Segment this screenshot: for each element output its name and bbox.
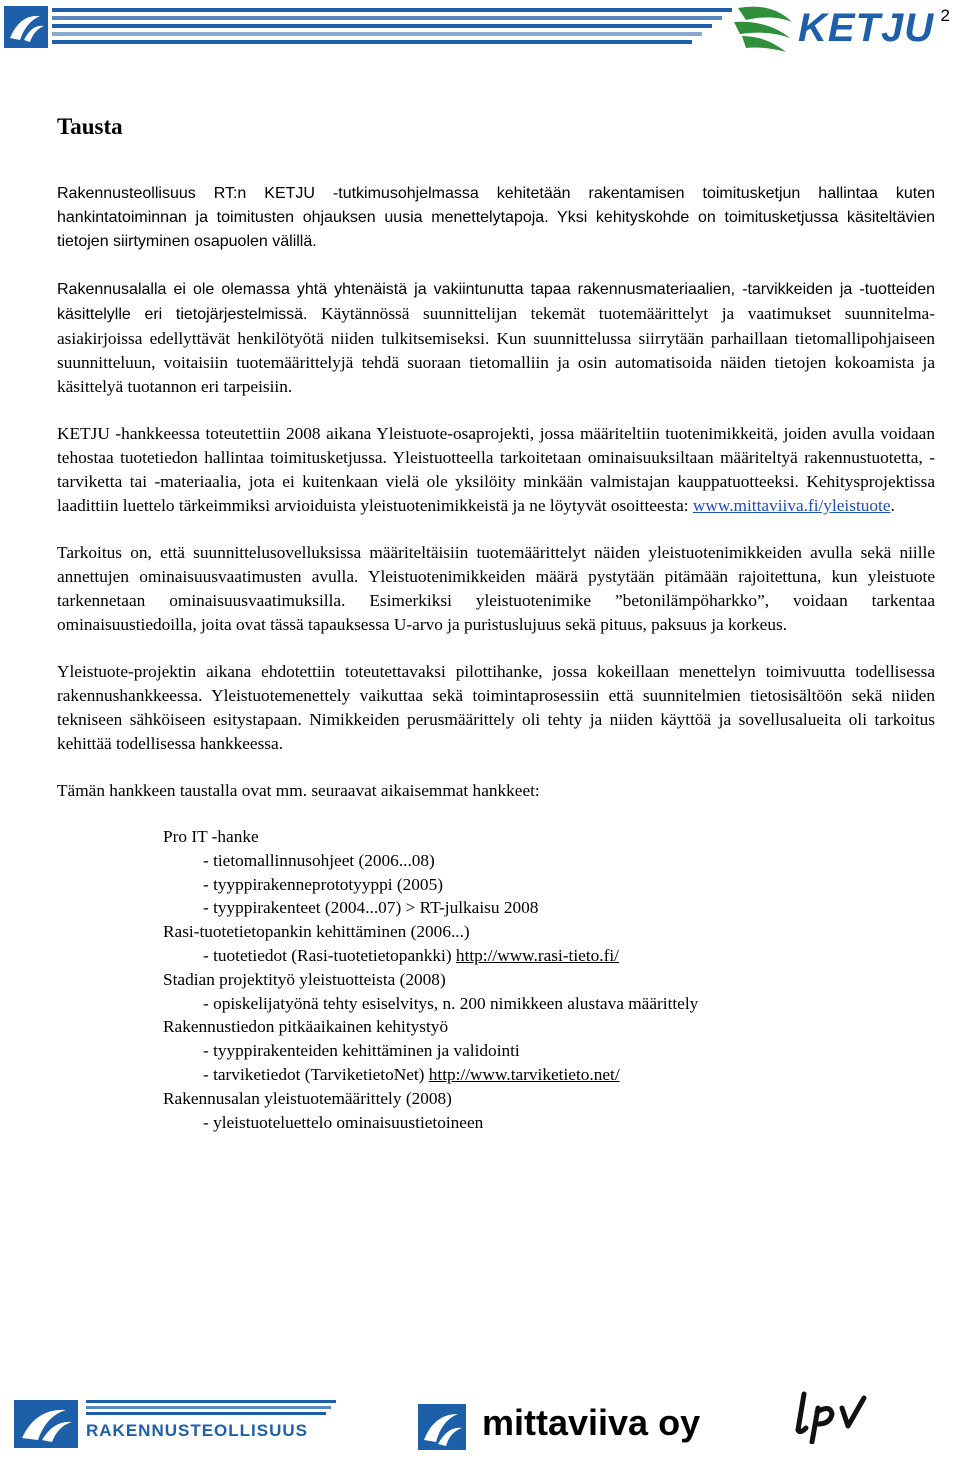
paragraph-ketju-text: KETJU -hankkeessa toteutettiin 2008 aikana Yleistuote-osaprojekti, jossa määriteltiin tuotenimikkeitä, joiden avulla voidaan tehostaa tuotetiedon hallintaa toimitusketjussa. Yleistuotteella tarkoitetaan ominaisuuksiltaan määriteltyä rakennustuotetta, -tarviketta tai -materiaalia, jota ei kuitenkaan vielä ole yksilöity minkään valmistajan kauppatuotteeksi. Kehitysprojektissa laadittiin luettelo tärkeimmiksi arvioiduista yleistuotenimikkeistä ja ne löytyvät osoitteesta: — [57, 424, 935, 515]
project-link[interactable]: http://www.tarviketieto.net/ — [428, 1064, 620, 1084]
project-subitem-text: - tyyppirakenteet (2004...07) > RT-julkaisu 2008 — [203, 898, 539, 918]
mittaviiva-logo-text: mittaviiva oy — [482, 1402, 701, 1443]
paragraph-previous-projects: Tämän hankkeen taustalla ovat mm. seuraavat aikaisemmat hankkeet: — [57, 781, 540, 800]
project-link[interactable]: http://www.rasi-tieto.fi/ — [455, 945, 619, 965]
document-body — [57, 112, 935, 1134]
project-subitem — [163, 1111, 935, 1135]
project-subitem — [163, 896, 935, 920]
rakennusteollisuus-logo-text: RAKENNUSTEOLLISUUS — [86, 1421, 309, 1440]
project-subitem-text: - yleistuoteluettelo ominaisuustietoineen — [203, 1112, 484, 1132]
paragraph-ketju-project — [57, 422, 935, 518]
page-header — [0, 0, 960, 60]
paragraph-intro: Rakennusteollisuus RT:n KETJU -tutkimusohjelmassa kehitetään rakentamisen toimitusketjun hallintaa kuten hankintatoiminnan ja toimitusten ohjauksen uusia menettelytapoja. Yksi kehityskohde on toimitusketjussa käsiteltävien tietojen siirtyminen osapuolen välillä. — [57, 185, 935, 250]
paragraph-pilot: Yleistuote-projektin aikana ehdotettiin toteutettavaksi pilottihanke, jossa kokeillaan menettelyn toimivuutta todellisessa rakennushankkeessa. Yleistuotemenettely vaikuttaa sekä toimintaprosessiin että suunnitelmien tietosisältöön sekä niiden tekniseen sähköiseen esitystapaan. Nimikkeiden perusmäärittely oli tehty ja niiden käyttöä ja sovellusalueita oli tarkoitus kehittää todellisessa hankkeessa. — [57, 662, 935, 753]
paragraph-background-part2: Käytännössä suunnittelijan tekemät tuotemäärittelyt ja vaatimukset suunnitelma-asiakirjoissa edellyttävät henkilötyötä niiden tulkitsemiseksi. Kun suunnittelussa siirrytään parhaillaan tietomallipohjaiseen suunnitteluun, voitaisiin tuotemäärittelyjä tehdä suoraan tietomalliin ja osin automatisoida näiden tietojen kokoamista ja käsittelyä tuotannon eri tarpeisiin. — [57, 304, 935, 396]
project-subitem-text: - tietomallinnusohjeet (2006...08) — [203, 850, 435, 870]
project-subitem — [163, 873, 935, 897]
mittaviiva-logo-icon — [418, 1404, 466, 1450]
project-title: Stadian projektityö yleistuotteista (2008) — [163, 969, 446, 989]
footer-stripes — [86, 1400, 336, 1420]
project-title: Rakennustiedon pitkäaikainen kehitystyö — [163, 1017, 449, 1037]
paragraph-purpose: Tarkoitus on, että suunnittelusovelluksissa määriteltäisiin tuotemäärittelyt näiden yleistuotenimikkeiden avulla sekä niille annettujen ominaisuusvaatimusten avulla. Yleistuotenimikkeiden määrä pystytään pitämään rajoitettuna, kun yleistuote tarkennetaan ominaisuusvaatimuksilla. Esimerkiksi yleistuotenimike ”betonilämpöharkko”, voidaan tarkentaa ominaisuustiedoilla, joita ovat tässä tapauksessa U-arvo ja puristuslujuus sekä pituus, paksuus ja korkeus. — [57, 543, 935, 634]
project-subitem-text: - tarviketiedot (TarviketietoNet) — [203, 1064, 429, 1084]
previous-projects-list — [163, 825, 935, 1134]
paragraph-background-part1: Rakennusalalla ei ole olemassa yhtä yhtenäistä ja vakiintunutta tapaa rakennusmateriaalien, -tarvikkeiden ja -tuotteiden käsittelylle eri tietojärjestelmissä. — [57, 281, 935, 323]
header-stripes — [52, 6, 732, 48]
section-heading: Tausta — [57, 114, 123, 139]
ketju-logo-text: KETJU — [798, 6, 935, 50]
project-subitem — [163, 849, 935, 873]
project-title: Rakennusalan yleistuotemäärittely (2008) — [163, 1088, 452, 1108]
project-subitem — [163, 992, 935, 1016]
project-subitem — [163, 944, 935, 968]
project-subitem-text: - tyyppirakenteiden kehittäminen ja validointi — [203, 1041, 520, 1061]
rakennusteollisuus-logo-icon — [4, 6, 48, 48]
rakennusteollisuus-footer-logo-icon — [14, 1400, 78, 1448]
project-subitem-text: - tyyppirakenneprototyyppi (2005) — [203, 874, 443, 894]
project-subitem-text: - tuotetiedot (Rasi-tuotetietopankki) — [203, 945, 456, 965]
paragraph-ketju-end: . — [890, 496, 895, 515]
project-subitem — [163, 1039, 935, 1063]
project-title: Pro IT -hanke — [163, 827, 259, 846]
mittaviiva-link[interactable]: www.mittaviiva.fi/yleistuote — [692, 496, 891, 515]
page-number: 2 — [940, 6, 950, 25]
project-subitem — [163, 1063, 935, 1087]
page-footer — [0, 1388, 960, 1458]
paragraph-background — [57, 277, 935, 399]
lpv-logo-icon — [790, 1388, 872, 1444]
project-title: Rasi-tuotetietopankin kehittäminen (2006...) — [163, 922, 470, 942]
project-subitem-text: - opiskelijatyönä tehty esiselvitys, n. 200 nimikkeen alustava määrittely — [203, 993, 699, 1013]
